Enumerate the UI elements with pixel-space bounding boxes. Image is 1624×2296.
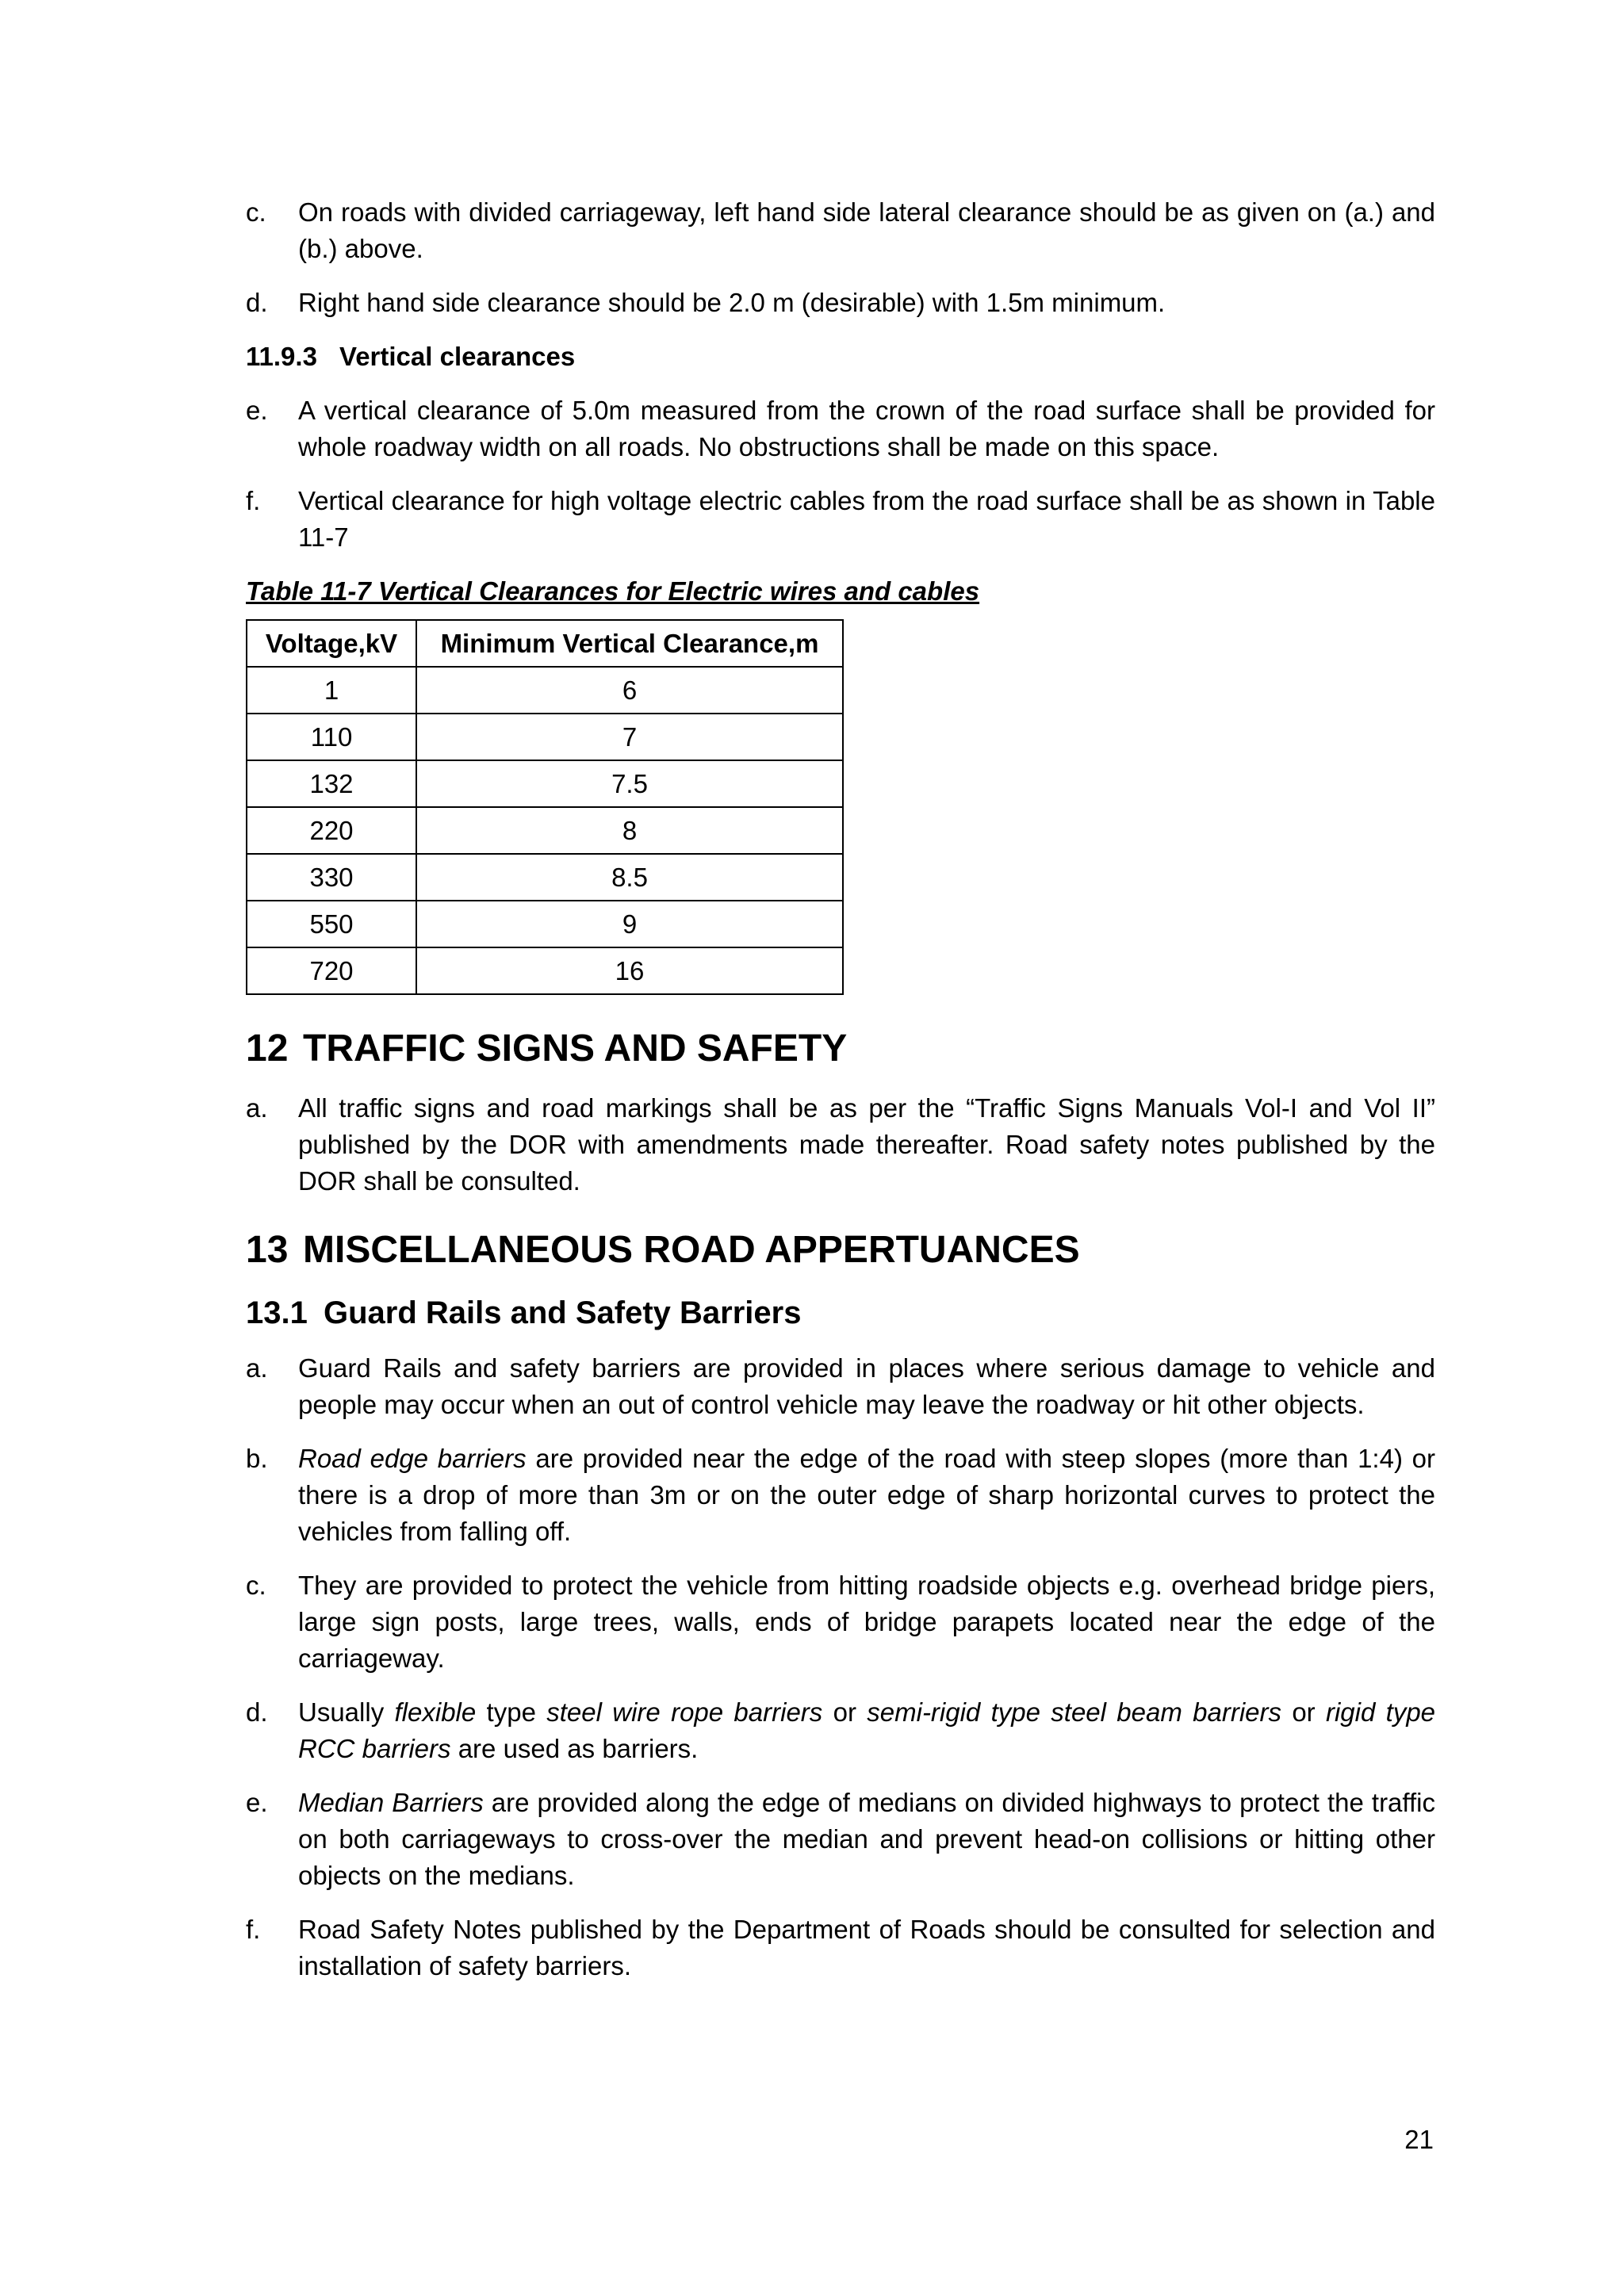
page-number: 21 — [1404, 2125, 1434, 2154]
list-item-d-clearance — [246, 285, 1435, 321]
section-13-1-heading — [246, 1292, 1435, 1334]
list-item-letter: d. — [246, 1697, 268, 1727]
table-row — [247, 667, 843, 714]
list-item-text — [298, 1444, 1435, 1546]
table-row — [247, 714, 843, 760]
table-caption: Table 11-7 Vertical Clearances for Electric wires and cables — [246, 576, 980, 606]
list-item-letter: c. — [246, 197, 266, 227]
table-header-row — [247, 620, 843, 667]
table-row — [247, 807, 843, 854]
list-item-letter: b. — [246, 1444, 268, 1473]
table-row — [247, 947, 843, 994]
table-cell-clearance: 8 — [416, 807, 843, 854]
list-item-text: Right hand side clearance should be 2.0 m (desirable) with 1.5m minimum. — [298, 288, 1166, 317]
section-number: 11.9.3 — [246, 342, 317, 371]
list-item-text: A vertical clearance of 5.0m measured from the crown of the road surface shall be provided for whole roadway width on all roads. No obstructions shall be made on this space. — [298, 396, 1435, 461]
list-item-text: Vertical clearance for high voltage electric cables from the road surface shall be as shown in Table 11-7 — [298, 486, 1435, 552]
list-item-text — [298, 1353, 1435, 1419]
list-item-barrier-d — [246, 1694, 1435, 1767]
list-item-text: On roads with divided carriageway, left hand side lateral clearance should be as given on (a.) and (b.) above. — [298, 197, 1435, 263]
table-cell-clearance: 6 — [416, 667, 843, 714]
table-cell-voltage: 132 — [247, 760, 416, 807]
table-cell-clearance: 8.5 — [416, 854, 843, 901]
section-13-heading — [246, 1226, 1435, 1274]
text-segment: are provided near the edge of the road with steep slopes (more than 1:4) or there is a drop of more than 3m or on the outer edge of sharp horizontal curves to protect the vehicles from falling off. — [298, 1444, 1436, 1546]
list-item-letter: a. — [246, 1093, 268, 1123]
text-segment: or — [1281, 1697, 1326, 1727]
table-cell-voltage: 550 — [247, 901, 416, 947]
table-cell-clearance: 7.5 — [416, 760, 843, 807]
section-number: 13.1 — [246, 1295, 308, 1330]
section-title: Vertical clearances — [339, 342, 576, 371]
text-segment: Guard Rails and safety barriers are provided in places where serious damage to vehicle and people may occur when an out of control vehicle may leave the roadway or hit other objects. — [298, 1353, 1435, 1419]
list-item-e-vertical — [246, 392, 1435, 465]
list-item-letter: e. — [246, 396, 268, 425]
barrier-list — [246, 1350, 1435, 1984]
table-cell-voltage: 220 — [247, 807, 416, 854]
italic-term: rigid type RCC barriers — [298, 1697, 1436, 1763]
section-number: 13 — [246, 1229, 289, 1271]
table-cell-clearance: 9 — [416, 901, 843, 947]
text-segment: type — [476, 1697, 547, 1727]
table-cell-voltage: 110 — [247, 714, 416, 760]
list-item-barrier-c — [246, 1567, 1435, 1677]
table-cell-clearance: 7 — [416, 714, 843, 760]
section-title: Guard Rails and Safety Barriers — [324, 1295, 802, 1330]
section-number: 12 — [246, 1027, 289, 1070]
list-item-text — [298, 1915, 1435, 1980]
list-item-text — [298, 1697, 1435, 1763]
list-item-letter: e. — [246, 1788, 268, 1817]
section-11-9-3-heading — [246, 339, 1435, 375]
list-item-letter: f. — [246, 1915, 261, 1944]
text-segment: Usually — [298, 1697, 395, 1727]
list-item-letter: a. — [246, 1353, 268, 1383]
page-content — [246, 194, 1435, 2002]
list-item-barrier-a — [246, 1350, 1435, 1423]
list-item-c-clearance — [246, 194, 1435, 267]
text-segment: They are provided to protect the vehicle from hitting roadside objects e.g. overhead bridge piers, large sign posts, large trees, walls, ends of bridge parapets located near the edge of the carriageway. — [298, 1571, 1435, 1673]
section-12-heading — [246, 1025, 1435, 1073]
vertical-clearance-table — [246, 619, 844, 995]
table-row — [247, 901, 843, 947]
list-item-text: All traffic signs and road markings shall be as per the “Traffic Signs Manuals Vol-I and Vol II” published by the DOR with amendments made thereafter. Road safety notes published by the DOR shall be consulted. — [298, 1093, 1435, 1196]
list-item-barrier-f — [246, 1911, 1435, 1984]
list-item-barrier-b — [246, 1441, 1435, 1550]
section-title: MISCELLANEOUS ROAD APPERTUANCES — [303, 1229, 1080, 1271]
italic-term: flexible — [394, 1697, 477, 1727]
table-cell-clearance: 16 — [416, 947, 843, 994]
column-header-voltage: Voltage,kV — [247, 620, 416, 667]
section-title: TRAFFIC SIGNS AND SAFETY — [303, 1027, 848, 1070]
list-item-letter: f. — [246, 486, 261, 515]
list-item-text — [298, 1571, 1435, 1673]
text-segment: or — [822, 1697, 868, 1727]
list-item-letter: d. — [246, 288, 268, 317]
list-item-a-traffic-signs — [246, 1090, 1435, 1200]
table-row — [247, 760, 843, 807]
table-cell-voltage: 330 — [247, 854, 416, 901]
list-item-f-vertical — [246, 483, 1435, 556]
column-header-clearance: Minimum Vertical Clearance,m — [416, 620, 843, 667]
italic-term: Road edge barriers — [298, 1444, 527, 1473]
italic-term: semi-rigid type steel beam barriers — [867, 1697, 1282, 1727]
text-segment: are used as barriers. — [450, 1734, 699, 1763]
list-item-letter: c. — [246, 1571, 266, 1600]
text-segment: Road Safety Notes published by the Department of Roads should be consulted for selection and installation of safety barriers. — [298, 1915, 1435, 1980]
table-cell-voltage: 1 — [247, 667, 416, 714]
table-cell-voltage: 720 — [247, 947, 416, 994]
italic-term: steel wire rope barriers — [546, 1697, 823, 1727]
list-item-text — [298, 1788, 1435, 1890]
list-item-barrier-e — [246, 1785, 1435, 1894]
italic-term: Median Barriers — [298, 1788, 484, 1817]
table-row — [247, 854, 843, 901]
text-segment: are provided along the edge of medians on divided highways to protect the traffic on both carriageways to cross-over the median and prevent head-on collisions or hitting other objects on the medians. — [298, 1788, 1435, 1890]
